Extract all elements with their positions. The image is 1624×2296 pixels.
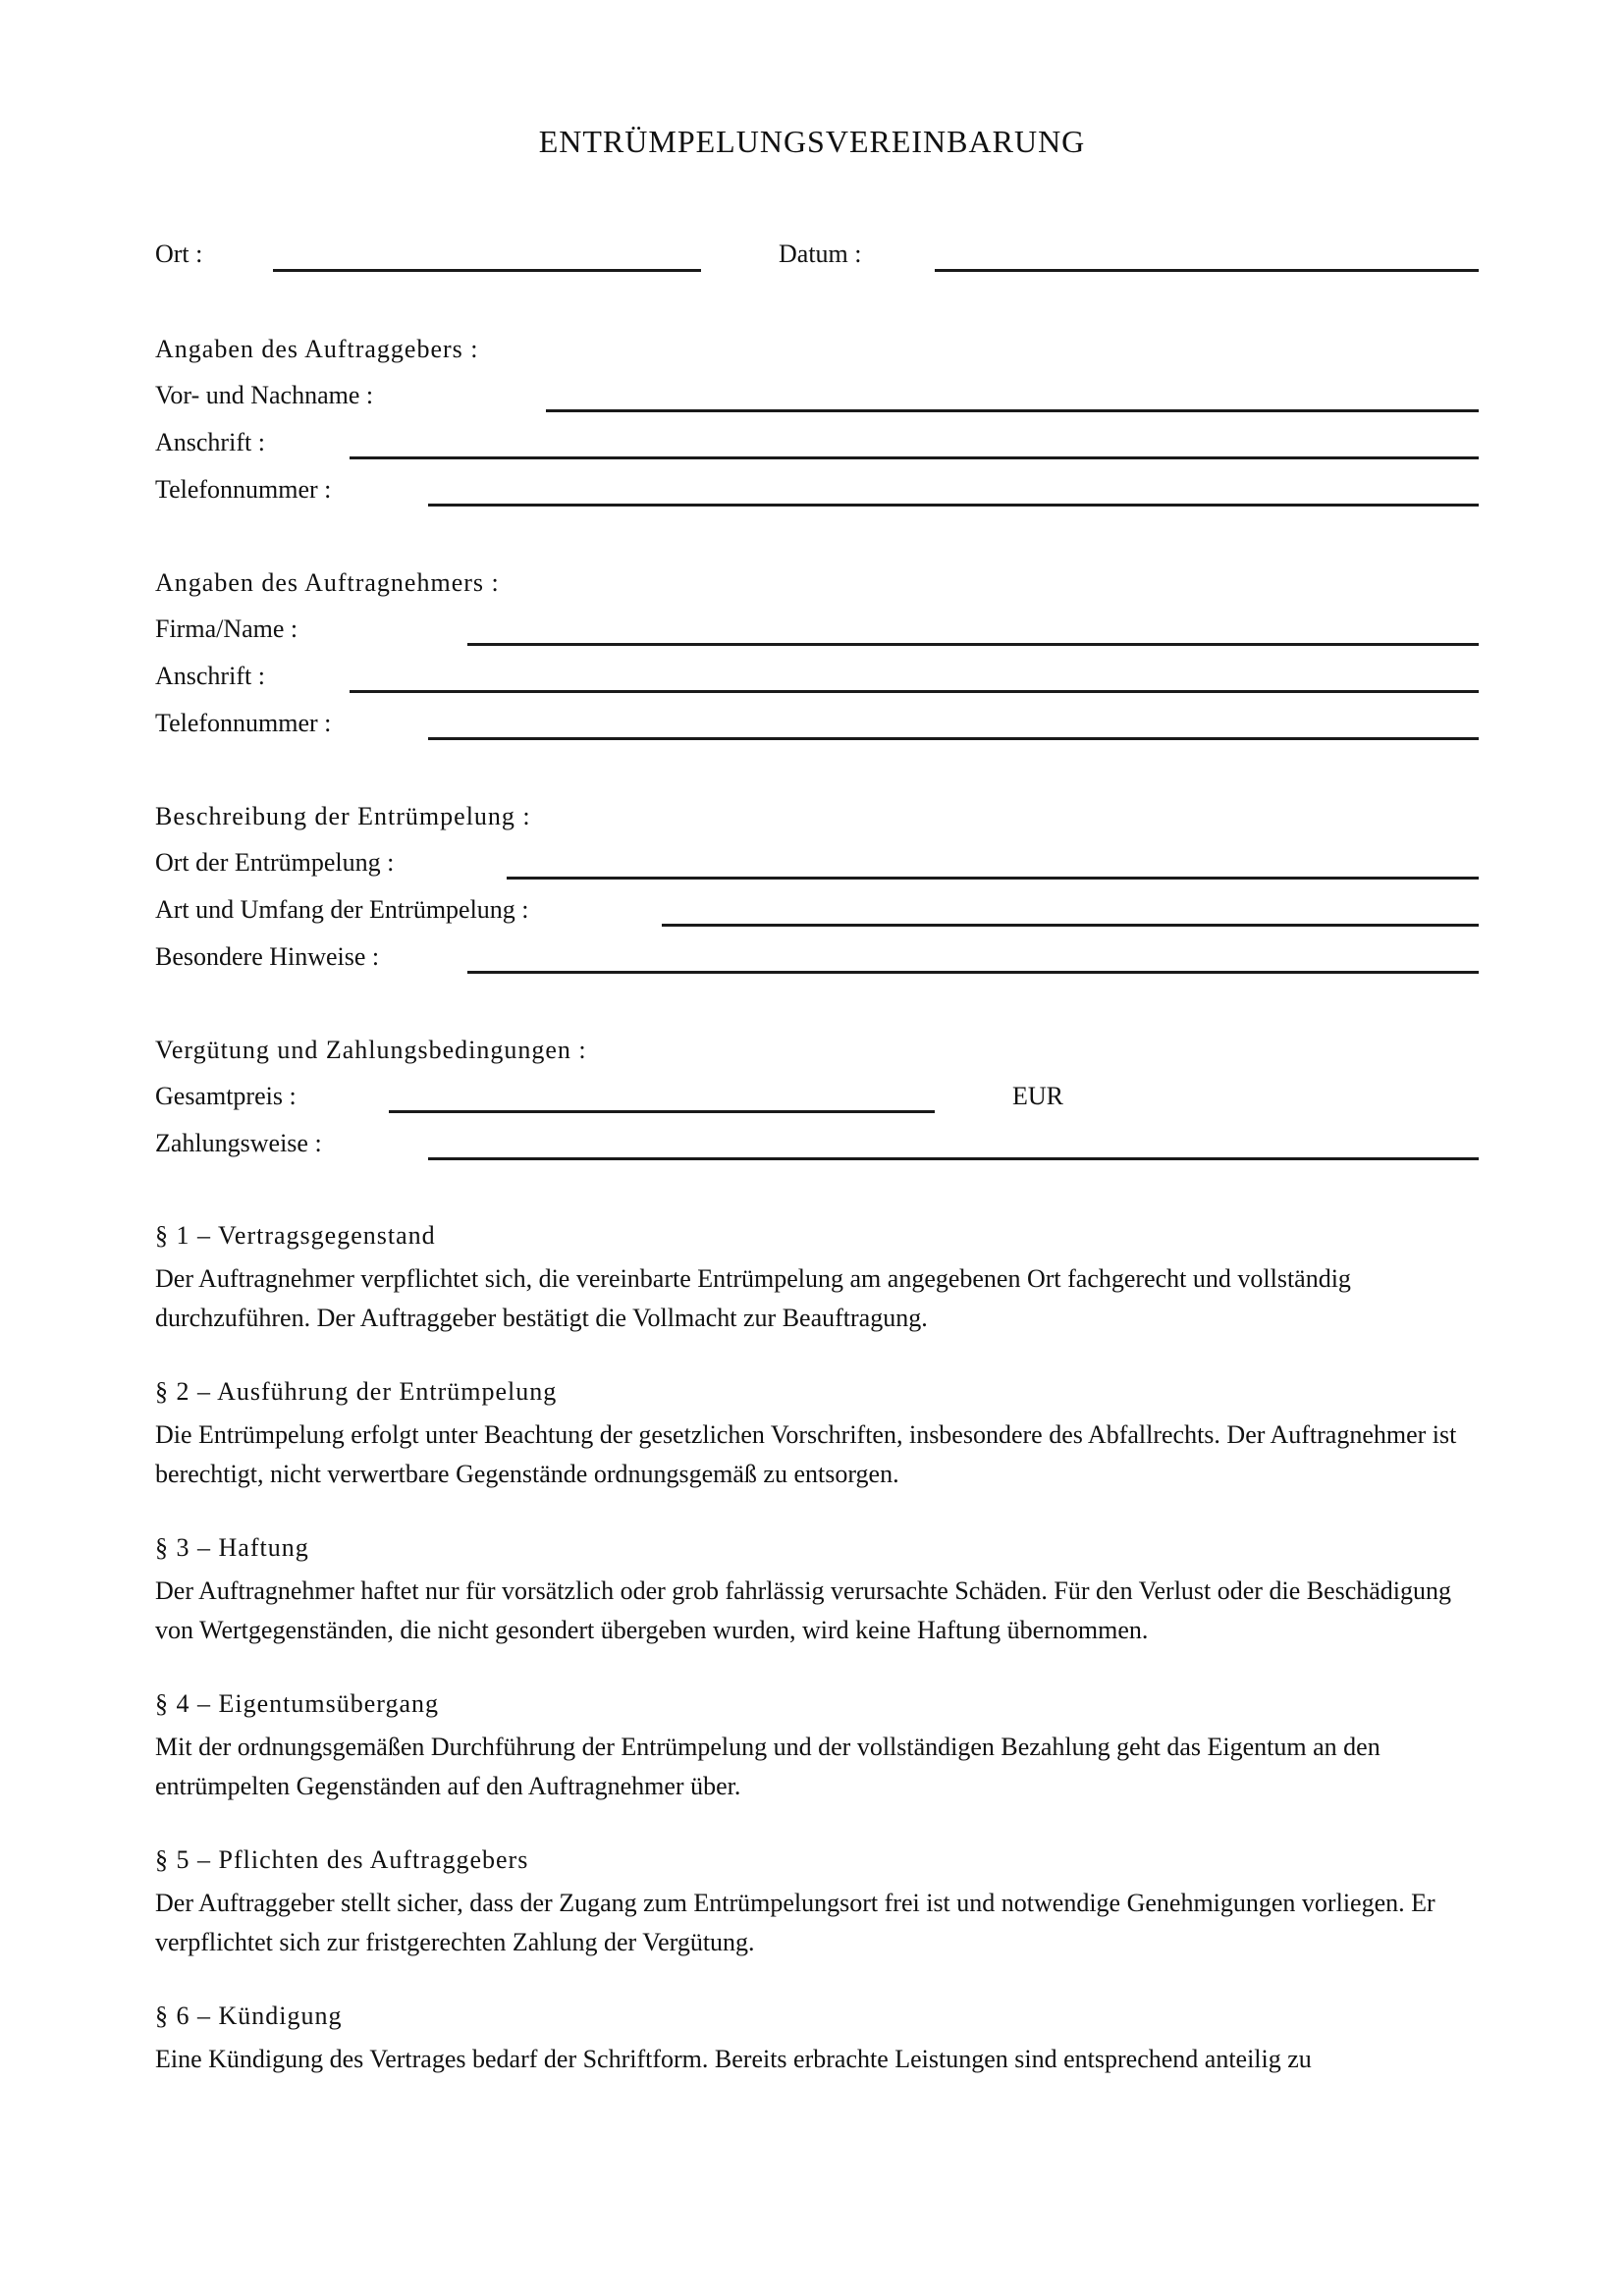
section-5-heading: § 5 – Pflichten des Auftraggebers xyxy=(155,1845,529,1874)
auftragnehmer-anschrift-label: Anschrift : xyxy=(155,662,265,690)
auftraggeber-name-field[interactable] xyxy=(546,409,1479,412)
section-6-heading: § 6 – Kündigung xyxy=(155,2002,343,2030)
auftraggeber-anschrift-field[interactable] xyxy=(350,456,1479,459)
section-1-text: Der Auftragnehmer verpflichtet sich, die vereinbarte Entrümpelung am angegebenen Ort fachgerecht und vollständig durchzuführen. Der Auftraggeber bestätigt die Vollmacht zur Beauftragung. xyxy=(155,1264,1351,1332)
section-4-heading: § 4 – Eigentumsübergang xyxy=(155,1689,439,1718)
beschreibung-ort-field[interactable] xyxy=(507,877,1479,880)
datum-label: Datum : xyxy=(779,240,862,268)
verguetung-heading: Vergütung und Zahlungsbedingungen : xyxy=(155,1036,587,1064)
auftragnehmer-telefon-label: Telefonnummer : xyxy=(155,709,332,737)
beschreibung-heading: Beschreibung der Entrümpelung : xyxy=(155,802,531,830)
auftragnehmer-firma-label: Firma/Name : xyxy=(155,614,298,643)
beschreibung-hinweise-label: Besondere Hinweise : xyxy=(155,942,380,971)
beschreibung-hinweise-field[interactable] xyxy=(467,971,1479,974)
gesamtpreis-field[interactable] xyxy=(389,1110,935,1113)
section-3-heading: § 3 – Haftung xyxy=(155,1533,309,1562)
auftragnehmer-telefon-field[interactable] xyxy=(428,737,1479,740)
ort-label: Ort : xyxy=(155,240,203,268)
section-4-text: Mit der ordnungsgemäßen Durchführung der Entrümpelung und der vollständigen Bezahlung geht das Eigentum an den entrümpelten Gegenständen auf den Auftragnehmer über. xyxy=(155,1733,1380,1800)
beschreibung-art-field[interactable] xyxy=(662,924,1479,927)
beschreibung-art-label: Art und Umfang der Entrümpelung : xyxy=(155,895,529,924)
section-6-text: Eine Kündigung des Vertrages bedarf der Schriftform. Bereits erbrachte Leistungen sind entsprechend anteilig zu xyxy=(155,2045,1312,2073)
currency-label: EUR xyxy=(1012,1082,1063,1110)
auftragnehmer-firma-field[interactable] xyxy=(467,643,1479,646)
section-5-text: Der Auftraggeber stellt sicher, dass der Zugang zum Entrümpelungsort frei ist und notwendige Genehmigungen vorliegen. Er verpflichtet sich zur fristgerechten Zahlung der Vergütung. xyxy=(155,1889,1435,1956)
auftraggeber-heading: Angaben des Auftraggebers : xyxy=(155,335,479,363)
section-3-text: Der Auftragnehmer haftet nur für vorsätzlich oder grob fahrlässig verursachte Schäden. Für den Verlust oder die Beschädigung von Wertgegenständen, die nicht gesondert übergeben wurden, wird keine Haftung übernommen. xyxy=(155,1576,1452,1644)
zahlungsweise-field[interactable] xyxy=(428,1157,1479,1160)
zahlungsweise-label: Zahlungsweise : xyxy=(155,1129,322,1157)
beschreibung-ort-label: Ort der Entrümpelung : xyxy=(155,848,395,877)
auftragnehmer-heading: Angaben des Auftragnehmers : xyxy=(155,568,500,597)
auftraggeber-name-label: Vor- und Nachname : xyxy=(155,381,374,409)
auftraggeber-telefon-label: Telefonnummer : xyxy=(155,475,332,504)
document-title: ENTRÜMPELUNGSVEREINBARUNG xyxy=(538,124,1086,159)
ort-field[interactable] xyxy=(273,269,701,272)
section-2-text: Die Entrümpelung erfolgt unter Beachtung der gesetzlichen Vorschriften, insbesondere des Abfallrechts. Der Auftragnehmer ist berechtigt, nicht verwertbare Gegenstände ordnungsgemäß zu entsorgen. xyxy=(155,1420,1457,1488)
gesamtpreis-label: Gesamtpreis : xyxy=(155,1082,297,1110)
section-1-heading: § 1 – Vertragsgegenstand xyxy=(155,1221,436,1250)
auftraggeber-anschrift-label: Anschrift : xyxy=(155,428,265,456)
auftragnehmer-anschrift-field[interactable] xyxy=(350,690,1479,693)
section-2-heading: § 2 – Ausführung der Entrümpelung xyxy=(155,1377,558,1406)
datum-field[interactable] xyxy=(935,269,1479,272)
auftraggeber-telefon-field[interactable] xyxy=(428,504,1479,507)
